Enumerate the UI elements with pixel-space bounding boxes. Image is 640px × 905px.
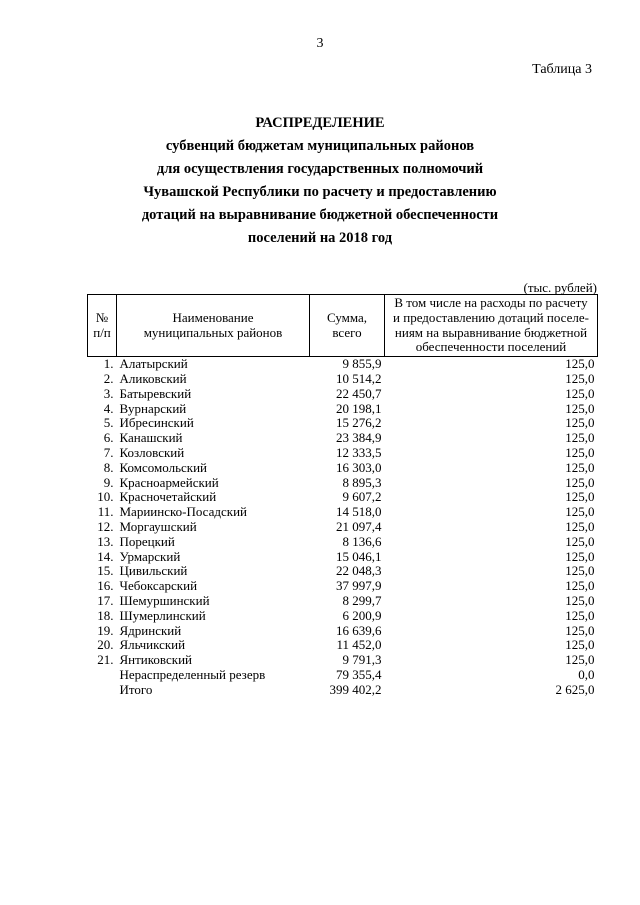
row-number: 1. — [103, 356, 114, 372]
district-name: Итого — [119, 681, 153, 697]
subsidy-amount: 125,0 — [565, 563, 595, 579]
subsidy-amount: 125,0 — [565, 533, 595, 549]
header-number — [88, 295, 117, 357]
header-name-line: муниципальных районов — [143, 324, 283, 340]
header-subsidy-line: В том числе на расходы по расчету — [394, 295, 588, 310]
header-sum-line: Сумма, — [326, 309, 368, 325]
row-number: 8. — [103, 459, 114, 475]
header-subsidy-line: и предоставлению дотаций поселе- — [393, 309, 589, 325]
total-sum: 16 303,0 — [336, 459, 382, 475]
table-row — [88, 402, 598, 417]
table-header-row — [88, 295, 598, 357]
total-sum: 10 514,2 — [336, 370, 382, 386]
subsidy-amount: 125,0 — [565, 518, 595, 534]
district-name: Порецкий — [119, 533, 175, 549]
total-sum: 9 607,2 — [342, 489, 382, 505]
row-number: 5. — [103, 415, 114, 431]
district-name: Ибресинский — [119, 415, 194, 431]
district-name: Канашский — [119, 430, 183, 446]
subsidy-amount: 125,0 — [565, 370, 595, 386]
table-row — [88, 594, 598, 609]
header-number-line: п/п — [93, 324, 111, 340]
district-name: Вурнарский — [119, 400, 187, 416]
district-name: Моргаушский — [119, 518, 197, 534]
row-number: 21. — [97, 652, 114, 668]
table-row — [88, 490, 598, 505]
row-number: 15. — [97, 563, 114, 579]
distribution-table — [87, 294, 598, 698]
subsidy-amount: 2 625,0 — [555, 681, 595, 697]
total-sum: 6 200,9 — [342, 607, 382, 623]
total-sum: 399 402,2 — [329, 681, 382, 697]
table-row — [88, 476, 598, 491]
total-sum: 8 299,7 — [342, 592, 382, 608]
document-title — [0, 112, 640, 250]
district-name: Цивильский — [119, 563, 188, 579]
subsidy-amount: 125,0 — [565, 578, 595, 594]
table-row — [88, 505, 598, 520]
page-number: 3 — [316, 36, 324, 51]
total-sum: 9 791,3 — [342, 652, 382, 668]
subsidy-amount: 125,0 — [565, 652, 595, 668]
district-name: Шумерлинский — [119, 607, 206, 623]
table-row — [88, 387, 598, 402]
table-row — [88, 624, 598, 639]
header-subsidy-line: обеспеченности поселений — [415, 339, 567, 355]
total-sum: 16 639,6 — [336, 622, 382, 638]
district-name: Яльчикский — [119, 637, 186, 653]
row-number — [88, 683, 117, 698]
district-name: Красноармейский — [119, 474, 219, 490]
table-row — [88, 520, 598, 535]
subsidy-amount: 125,0 — [565, 548, 595, 564]
total-sum: 9 855,9 — [342, 356, 382, 372]
table-row — [88, 653, 598, 668]
district-name: Янтиковский — [119, 652, 192, 668]
total-sum: 22 048,3 — [336, 563, 382, 579]
row-number: 10. — [97, 489, 114, 505]
title-line: РАСПРЕДЕЛЕНИЕ — [255, 115, 385, 131]
row-number: 13. — [97, 533, 114, 549]
row-number: 19. — [97, 622, 114, 638]
table-row — [88, 638, 598, 653]
title-line: поселений на 2018 год — [247, 230, 393, 246]
subsidy-amount: 125,0 — [565, 415, 595, 431]
title-line: Чувашской Республики по расчету и предоставлению — [143, 184, 497, 200]
total-sum: 20 198,1 — [336, 400, 382, 416]
table-label: Таблица 3 — [532, 62, 592, 77]
header-name — [117, 295, 310, 357]
subsidy-amount: 125,0 — [565, 622, 595, 638]
row-number: 6. — [103, 430, 114, 446]
subsidy-amount: 125,0 — [565, 607, 595, 623]
district-name: Комсомольский — [119, 459, 207, 475]
subsidy-amount: 125,0 — [565, 504, 595, 520]
total-sum: 11 452,0 — [336, 637, 382, 653]
header-sum-line: всего — [332, 324, 362, 340]
subsidy-amount: 125,0 — [565, 489, 595, 505]
subsidy-amount: 125,0 — [565, 444, 595, 460]
table-row — [88, 579, 598, 594]
district-name: Козловский — [119, 444, 185, 460]
table-row — [88, 357, 598, 372]
district-name: Батыревский — [119, 385, 192, 401]
row-number: 11. — [97, 504, 114, 520]
row-number — [88, 668, 117, 683]
total-sum: 37 997,9 — [336, 578, 382, 594]
units-note: (тыс. рублей) — [523, 280, 597, 295]
header-subsidy — [385, 295, 598, 357]
table-row — [88, 668, 598, 683]
table-row — [88, 461, 598, 476]
table-body — [88, 357, 598, 698]
row-number: 2. — [103, 370, 114, 386]
row-number: 16. — [97, 578, 114, 594]
total-sum: 12 333,5 — [336, 444, 382, 460]
row-number: 18. — [97, 607, 114, 623]
table-row — [88, 372, 598, 387]
district-name: Алатырский — [119, 356, 188, 372]
subsidy-amount: 125,0 — [565, 637, 595, 653]
table-row — [88, 446, 598, 461]
table-row — [88, 550, 598, 565]
district-name: Аликовский — [119, 370, 187, 386]
district-name: Шемуршинский — [119, 592, 210, 608]
subsidy-amount: 125,0 — [565, 356, 595, 372]
row-number: 20. — [97, 637, 114, 653]
total-sum: 22 450,7 — [336, 385, 382, 401]
subsidy-amount: 125,0 — [565, 400, 595, 416]
table-row — [88, 416, 598, 431]
header-number-line: № — [95, 309, 109, 325]
header-subsidy-line: ниям на выравнивание бюджетной — [394, 324, 588, 340]
district-name: Мариинско-Посадский — [119, 504, 247, 520]
row-number: 14. — [97, 548, 114, 564]
row-number: 4. — [103, 400, 114, 416]
subsidy-amount: 125,0 — [565, 430, 595, 446]
header-sum — [310, 295, 385, 357]
table-row — [88, 683, 598, 698]
table-row — [88, 431, 598, 446]
total-sum: 8 895,3 — [342, 474, 382, 490]
total-sum: 79 355,4 — [336, 666, 382, 682]
header-name-line: Наименование — [172, 309, 254, 325]
row-number: 7. — [103, 444, 114, 460]
table-row — [88, 564, 598, 579]
subsidy-amount: 0,0 — [578, 666, 595, 682]
row-number: 3. — [103, 385, 114, 401]
total-sum: 8 136,6 — [342, 533, 382, 549]
district-name: Чебоксарский — [119, 578, 198, 594]
row-number: 9. — [103, 474, 114, 490]
subsidy-amount: 125,0 — [565, 592, 595, 608]
title-line: дотаций на выравнивание бюджетной обеспеченности — [141, 207, 499, 223]
title-line: для осуществления государственных полномочий — [156, 161, 484, 177]
total-sum: 15 276,2 — [336, 415, 382, 431]
district-name: Ядринский — [119, 622, 182, 638]
district-name: Красночетайский — [119, 489, 217, 505]
total-sum: 15 046,1 — [336, 548, 382, 564]
subsidy-amount: 125,0 — [565, 459, 595, 475]
total-sum: 23 384,9 — [336, 430, 382, 446]
subsidy-amount: 125,0 — [565, 385, 595, 401]
row-number: 17. — [97, 592, 114, 608]
table-row — [88, 609, 598, 624]
total-sum: 14 518,0 — [336, 504, 382, 520]
district-name: Урмарский — [119, 548, 181, 564]
table-row — [88, 535, 598, 550]
district-name: Нераспределенный резерв — [119, 666, 266, 682]
row-number: 12. — [97, 518, 114, 534]
total-sum: 21 097,4 — [336, 518, 382, 534]
title-line: субвенций бюджетам муниципальных районов — [165, 138, 475, 154]
subsidy-amount: 125,0 — [565, 474, 595, 490]
